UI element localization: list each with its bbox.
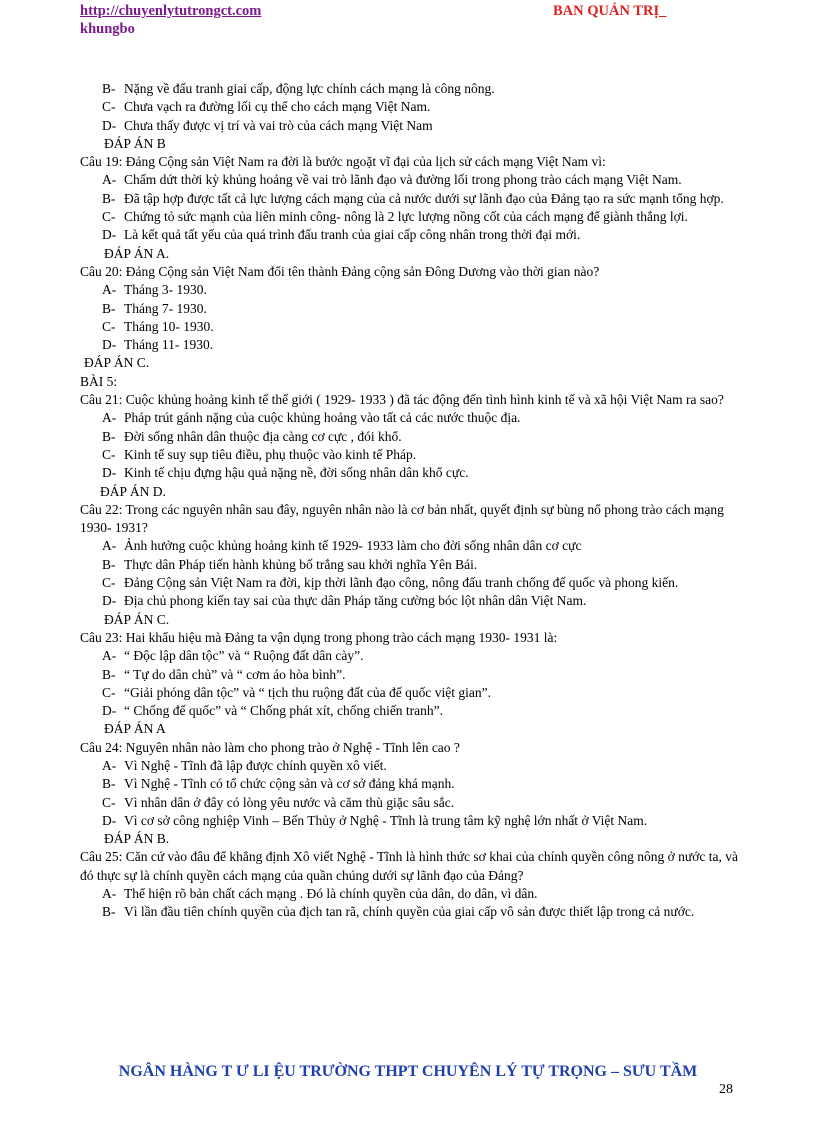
question-21: Câu 21: Cuộc khủng hoảng kinh tế thế giới ( 1929- 1933 ) đã tác động đến tình hình kinh tế và xã hội Việt Nam ra sao? bbox=[80, 392, 724, 408]
option-d24 bbox=[102, 812, 740, 830]
option-text: Tháng 3- 1930. bbox=[124, 282, 207, 298]
option-c22 bbox=[102, 574, 740, 592]
option-c21 bbox=[102, 446, 740, 464]
option-label: B- bbox=[102, 666, 116, 682]
option-label: D- bbox=[102, 337, 117, 353]
option-a25 bbox=[102, 885, 740, 903]
option-text: Chấm dứt thời kỳ khủng hoảng về vai trò lãnh đạo và đường lối trong phong trào cách mạng Việt Nam. bbox=[124, 172, 682, 188]
option-text: Đảng Cộng sản Việt Nam ra đời, kịp thời lãnh đạo công, nông đấu tranh chống đế quốc và phong kiến. bbox=[124, 575, 679, 591]
option-label: A- bbox=[102, 538, 117, 554]
option-text: Vì Nghệ - Tĩnh có tổ chức cộng sản và cơ sở đảng khá mạnh. bbox=[124, 776, 455, 792]
option-b25 bbox=[102, 903, 740, 921]
option-a22 bbox=[102, 537, 740, 555]
option-text: Thể hiện rõ bản chất cách mạng . Đó là chính quyền của dân, do dân, vì dân. bbox=[124, 886, 538, 902]
option-c24 bbox=[102, 794, 740, 812]
option-c20 bbox=[102, 318, 740, 336]
option-text: Vì nhân dân ở đây có lòng yêu nước và căm thù giặc sâu sắc. bbox=[124, 794, 455, 810]
option-d22 bbox=[102, 592, 740, 610]
option-label: B- bbox=[102, 190, 116, 206]
answer-21: ĐÁP ÁN D. bbox=[100, 483, 166, 499]
answer-22: ĐÁP ÁN C. bbox=[104, 611, 170, 627]
option-text: Là kết quả tất yếu của quá trình đấu tranh của giai cấp công nhân trong thời đại mới. bbox=[124, 227, 581, 243]
option-text: Chứng tỏ sức mạnh của liên minh công- nông là 2 lực lượng nồng cốt của cách mạng để giành thắng lợi. bbox=[124, 209, 688, 225]
option-b19 bbox=[102, 190, 740, 208]
option-c19 bbox=[102, 208, 740, 226]
option-b22 bbox=[102, 556, 740, 574]
option-text: “ Tự do dân chủ” và “ cơm áo hòa bình”. bbox=[124, 666, 346, 682]
option-text: Pháp trút gánh nặng của cuộc khủng hoảng vào tất cả các nước thuộc địa. bbox=[124, 410, 521, 426]
option-d23 bbox=[102, 702, 740, 720]
option-label: A- bbox=[102, 282, 117, 298]
option-text: Tháng 10- 1930. bbox=[124, 318, 214, 334]
option-text: Tháng 7- 1930. bbox=[124, 300, 207, 316]
option-label: C- bbox=[102, 446, 116, 462]
option-text: Vì cơ sở công nghiệp Vinh – Bến Thủy ở Nghệ - Tĩnh là trung tâm kỹ nghệ lớn nhất ở Việt Nam. bbox=[124, 812, 648, 828]
option-text: Chưa thấy được vị trí và vai trò của cách mạng Việt Nam bbox=[124, 117, 433, 133]
option-d21 bbox=[102, 464, 740, 482]
option-b18 bbox=[102, 80, 740, 98]
option-a24 bbox=[102, 757, 740, 775]
option-d20 bbox=[102, 336, 740, 354]
question-25: Câu 25: Căn cứ vào đâu để khẳng định Xô viết Nghệ - Tĩnh là hình thức sơ khai của chính quyền công nông ở nước ta, và đó thực sự là chính quyền cách mạng của quần chúng dưới sự lãnh đạo của Đảng? bbox=[80, 849, 738, 883]
option-label: C- bbox=[102, 318, 116, 334]
option-b24 bbox=[102, 775, 740, 793]
option-text: Kinh tế chịu đựng hậu quả nặng nề, đời sống nhân dân khổ cực. bbox=[124, 465, 469, 481]
option-b20 bbox=[102, 300, 740, 318]
header-admin-label: BAN QUẢN TRỊ_ bbox=[553, 3, 667, 19]
option-label: B- bbox=[102, 81, 116, 96]
question-20: Câu 20: Đảng Cộng sản Việt Nam đổi tên thành Đảng cộng sản Đông Dương vào thời gian nào? bbox=[80, 263, 600, 279]
question-19: Câu 19: Đảng Cộng sản Việt Nam ra đời là bước ngoặt vĩ đại của lịch sử cách mạng Việt Nam vì: bbox=[80, 154, 606, 170]
answer-23: ĐÁP ÁN A bbox=[104, 721, 166, 737]
option-label: A- bbox=[102, 172, 117, 188]
option-label: A- bbox=[102, 757, 117, 773]
option-label: D- bbox=[102, 812, 117, 828]
option-text: Nặng về đấu tranh giai cấp, động lực chính cách mạng là công nông. bbox=[124, 81, 495, 96]
option-a19 bbox=[102, 171, 740, 189]
document-body bbox=[80, 80, 740, 922]
option-text: Chưa vạch ra đường lối cụ thể cho cách mạng Việt Nam. bbox=[124, 99, 431, 115]
option-label: C- bbox=[102, 794, 116, 810]
option-label: A- bbox=[102, 648, 117, 664]
option-a20 bbox=[102, 281, 740, 299]
option-text: Đời sống nhân dân thuộc địa càng cơ cực , đói khổ. bbox=[124, 428, 402, 444]
option-label: D- bbox=[102, 227, 117, 243]
lesson-heading: BÀI 5: bbox=[80, 373, 118, 389]
option-d18 bbox=[102, 117, 740, 135]
option-text: Ảnh hưởng cuộc khủng hoảng kinh tế 1929- 1933 làm cho đời sống nhân dân cơ cực bbox=[124, 538, 582, 554]
option-text: Vì Nghệ - Tĩnh đã lập được chính quyền xô viết. bbox=[124, 757, 387, 773]
option-label: B- bbox=[102, 776, 116, 792]
option-label: C- bbox=[102, 209, 116, 225]
answer-24: ĐÁP ÁN B. bbox=[104, 831, 170, 847]
option-c18 bbox=[102, 98, 740, 116]
page-number: 28 bbox=[719, 1082, 733, 1097]
option-text: “ Độc lập dân tộc” và “ Ruộng đất dân cày”. bbox=[124, 648, 364, 664]
option-label: C- bbox=[102, 99, 116, 115]
option-label: D- bbox=[102, 593, 117, 609]
option-label: D- bbox=[102, 703, 117, 719]
website-link[interactable]: http://chuyenlytutrongct.com bbox=[80, 3, 262, 19]
answer-20: ĐÁP ÁN C. bbox=[84, 355, 150, 371]
option-text: Thực dân Pháp tiến hành khủng bố trắng sau khởi nghĩa Yên Bái. bbox=[124, 556, 478, 572]
option-text: “Giải phóng dân tộc” và “ tịch thu ruộng đất của đế quốc việt gian”. bbox=[124, 684, 491, 700]
option-d19 bbox=[102, 226, 740, 244]
option-label: B- bbox=[102, 904, 116, 920]
option-label: B- bbox=[102, 556, 116, 572]
footer-source: NGÂN HÀNG T Ư LI ỆU TRƯỜNG THPT CHUYÊN LÝ TỰ TRỌNG – SƯU TẦM bbox=[118, 1063, 698, 1080]
question-24: Câu 24: Nguyên nhân nào làm cho phong trào ở Nghệ - Tĩnh lên cao ? bbox=[80, 739, 460, 755]
option-a23 bbox=[102, 647, 740, 665]
option-text: Đã tập hợp được tất cả lực lượng cách mạng của cả nước dưới sự lãnh đạo của Đảng tạo ra sức mạnh tổng hợp. bbox=[124, 190, 724, 206]
option-c23 bbox=[102, 684, 740, 702]
option-b23 bbox=[102, 666, 740, 684]
option-label: B- bbox=[102, 300, 116, 316]
answer-19: ĐÁP ÁN A. bbox=[104, 245, 170, 261]
option-text: Vì lần đầu tiên chính quyền của địch tan rã, chính quyền của giai cấp vô sản được thiết lập trong cả nước. bbox=[124, 904, 695, 920]
option-label: D- bbox=[102, 465, 117, 481]
option-label: C- bbox=[102, 684, 116, 700]
option-text: “ Chống đế quốc” và “ Chống phát xít, chống chiến tranh”. bbox=[124, 703, 444, 719]
answer-18: ĐÁP ÁN B bbox=[104, 135, 166, 151]
question-23: Câu 23: Hai khẩu hiệu mà Đảng ta vận dụng trong phong trào cách mạng 1930- 1931 là: bbox=[80, 629, 558, 645]
option-label: B- bbox=[102, 428, 116, 444]
option-label: A- bbox=[102, 410, 117, 426]
question-22: Câu 22: Trong các nguyên nhân sau đây, nguyên nhân nào là cơ bản nhất, quyết định sự bùng nổ phong trào cách mạng 1930- 1931? bbox=[80, 501, 724, 536]
option-label: D- bbox=[102, 117, 117, 133]
option-text: Địa chủ phong kiến tay sai của thực dân Pháp tăng cường bóc lột nhân dân Việt Nam. bbox=[124, 593, 587, 609]
option-label: A- bbox=[102, 886, 117, 902]
option-text: Kinh tế suy sụp tiêu điều, phụ thuộc vào kinh tế Pháp. bbox=[124, 446, 417, 462]
option-text: Tháng 11- 1930. bbox=[124, 337, 214, 353]
header-username: khungbo bbox=[80, 21, 135, 37]
option-b21 bbox=[102, 428, 740, 446]
option-a21 bbox=[102, 409, 740, 427]
option-label: C- bbox=[102, 575, 116, 591]
